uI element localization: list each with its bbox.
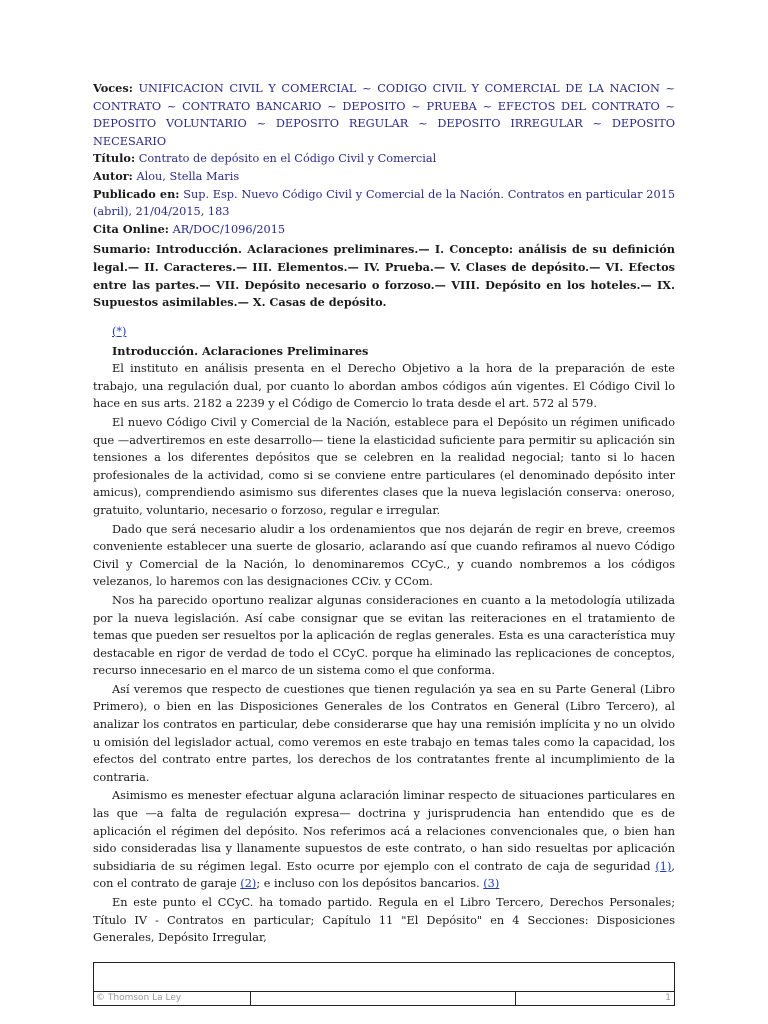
paragraph: Nos ha parecido oportuno realizar algunas consideraciones en cuanto a la metodología utilizada por la nueva legislación. Así cabe consignar que se evitan las reiteraciones en el tratamiento de temas que pueden ser resueltos por la aplicación de reglas generales. Esta es una característica muy destacable en rigor de verdad de todo el CCyC. porque ha eliminado las replicaciones de conceptos, recurso innecesario en el marco de un sistema como el que conforma.	[93, 593, 675, 678]
footnote-link-3[interactable]: (3)	[483, 877, 500, 891]
publicado-line	[93, 186, 675, 221]
footnote-link-2[interactable]: (2)	[240, 877, 257, 891]
paragraph: En este punto el CCyC. ha tomado partido. Regula en el Libro Tercero, Derechos Personales; Título IV - Contratos en particular; Capítulo 11 "El Depósito" en 4 Secciones: Disposiciones Generales, Depósito Irregular,	[93, 896, 675, 945]
footer-page-number: 1	[665, 993, 671, 1003]
cita-label: Cita Online:	[93, 221, 169, 236]
voces-line	[93, 80, 675, 150]
autor-label: Autor:	[93, 168, 133, 183]
publicado-label: Publicado en:	[93, 186, 180, 201]
autor-value: Alou, Stella Maris	[136, 169, 240, 183]
paragraph: Así veremos que respecto de cuestiones que tienen regulación ya sea en su Parte General (Libro Primero), o bien en las Disposiciones Generales de los Contratos en General (Libro Tercero), al analizar los contratos en particular, debe considerarse que hay una remisión implícita y no un olvido u omisión del legislador actual, como veremos en este trabajo en temas tales como la capacidad, los efectos del contrato entre partes, los derechos de los contratantes frente al incumplimiento de la contraria.	[93, 682, 675, 784]
autor-line	[93, 168, 675, 186]
cita-value: AR/DOC/1096/2015	[172, 222, 286, 236]
note-link-wrap	[112, 323, 675, 341]
author-note-link[interactable]: (*)	[112, 325, 127, 339]
paragraph: El nuevo Código Civil y Comercial de la Nación, establece para el Depósito un régimen unificado que —advertiremos en este desarrollo— tiene la elasticidad suficiente para permitir su aplicación sin tensiones a los diferentes depósitos que se celebren en la realidad negocial; tanto si lo hacen profesionales de la actividad, como si se conviene entre particulares (el denominado depósito inter amicus), comprendiendo asimismo sus diferentes clases que la nueva legislación conserva: oneroso, gratuito, voluntario, necesario o forzoso, regular e irregular.	[93, 415, 675, 517]
paragraph-text: Asimismo es menester efectuar alguna aclaración liminar respecto de situaciones particulares en las que —a falta de regulación expresa— doctrina y jurisprudencia han entendido que es de aplicación el régimen del depósito. Nos referimos acá a relaciones convencionales que, o bien han sido consideradas lisa y llanamente supuestos de este contrato, o han sido resueltas por aplicación subsidiaria de su régimen legal. Esto ocurre por ejemplo con el contrato de caja de seguridad	[93, 789, 675, 873]
publicado-value: Sup. Esp. Nuevo Código Civil y Comercial de la Nación. Contratos en particular 2015 (abril), 21/04/2015, 183	[93, 187, 676, 219]
section-heading: Introducción. Aclaraciones Preliminares	[112, 343, 369, 358]
footnote-link-1[interactable]: (1)	[655, 859, 672, 873]
sumario: Sumario: Introducción. Aclaraciones preliminares.— I. Concepto: análisis de su definición legal.— II. Caracteres.— III. Elementos.— IV. Prueba.— V. Clases de depósito.— VI. Efectos entre las partes.— VII. Depósito necesario o forzoso.— VIII. Depósito en los hoteles.— IX. Supuestos asimilables.— X. Casas de depósito.	[93, 242, 675, 310]
paragraph: Dado que será necesario aludir a los ordenamientos que nos dejarán de regir en breve, creemos conveniente establecer una suerte de glosario, aclarando así que cuando refiramos al nuevo Código Civil y Comercial de la Nación, lo denominaremos CCyC., y cuando nombremos a los códigos velezanos, lo haremos con las designaciones CCiv. y CCom.	[93, 522, 675, 589]
footer-copyright: © Thomson La Ley	[94, 992, 251, 1005]
titulo-value: Contrato de depósito en el Código Civil y Comercial	[138, 152, 437, 166]
page-footer	[93, 962, 675, 1006]
voces-value: UNIFICACION CIVIL Y COMERCIAL ~ CODIGO CIVIL Y COMERCIAL DE LA NACION ~ CONTRATO ~ CONTRATO BANCARIO ~ DEPOSITO ~ PRUEBA ~ EFECTOS DEL CONTRATO ~ DEPOSITO VOLUNTARIO ~ DEPOSITO REGULAR ~ DEPOSITO IRREGULAR ~ DEPOSITO NECESARIO	[93, 82, 675, 148]
paragraph: El instituto en análisis presenta en el Derecho Objetivo a la hora de la preparación de este trabajo, una regulación dual, por cuanto lo abordan ambos códigos aún vigentes. El Código Civil lo hace en sus arts. 2182 a 2239 y el Código de Comercio lo trata desde el art. 572 al 579.	[93, 362, 675, 411]
titulo-line	[93, 150, 675, 168]
paragraph	[93, 787, 675, 893]
document-body	[93, 343, 675, 947]
document-metadata	[93, 80, 675, 238]
document-page	[93, 80, 675, 948]
footer-row	[94, 991, 674, 1005]
paragraph-text: , con el contrato de garaje	[93, 859, 675, 891]
voces-label: Voces:	[93, 81, 133, 95]
cita-line	[93, 221, 675, 239]
footer-middle-cell	[251, 992, 516, 1005]
titulo-label: Título:	[93, 151, 136, 166]
paragraph-text: ; e incluso con los depósitos bancarios.	[256, 877, 484, 891]
